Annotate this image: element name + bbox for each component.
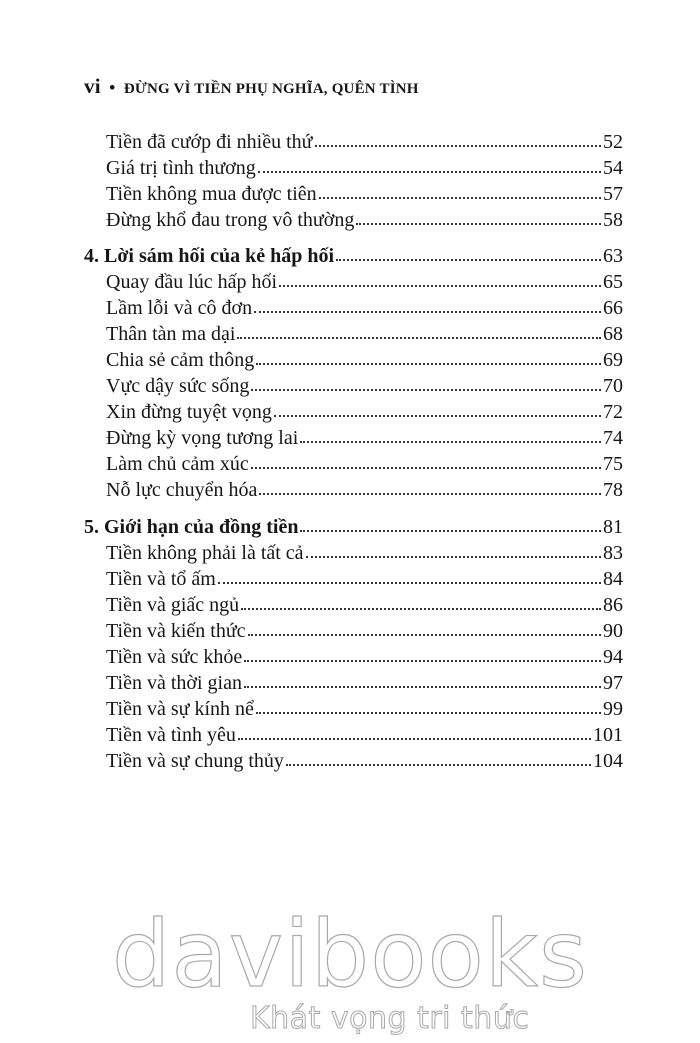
toc-entry-page: 66	[603, 297, 623, 319]
toc-entry	[106, 722, 623, 748]
toc-entry-page: 94	[603, 646, 623, 668]
dot-leader	[251, 464, 601, 469]
toc-entry	[106, 347, 623, 373]
toc-entry-page: 63	[603, 245, 623, 267]
toc-entry-title: Thân tàn ma dại	[106, 323, 236, 345]
toc-entry-page: 58	[603, 209, 623, 231]
toc-entry	[106, 181, 623, 207]
toc-entry	[106, 644, 623, 670]
toc-entry-title: Tiền và sự chung thủy	[106, 750, 284, 772]
toc-entry-page: 65	[603, 271, 623, 293]
watermark-tagline: Khát vọng tri thức	[250, 1001, 530, 1036]
toc-entry-page: 104	[593, 750, 623, 772]
book-title: ĐỪNG VÌ TIỀN PHỤ NGHĨA, QUÊN TÌNH	[123, 81, 419, 97]
toc-entry-title: Tiền không phải là tất cả	[106, 542, 304, 564]
toc-entry-page: 97	[603, 672, 623, 694]
dot-leader	[315, 142, 601, 147]
toc-entry-title: Đừng kỳ vọng tương lai	[106, 427, 299, 449]
toc-chapter-entry	[84, 243, 623, 269]
toc-entry-title: Tiền đã cướp đi nhiều thứ	[106, 131, 313, 153]
toc-entry	[106, 295, 623, 321]
toc-entry-title: Tiền và kiến thức	[106, 620, 246, 642]
dot-leader	[356, 220, 601, 225]
dot-leader	[274, 412, 601, 417]
toc-entry	[106, 425, 623, 451]
toc-entry	[106, 477, 623, 503]
toc-entry-title: Đừng khổ đau trong vô thường	[106, 209, 355, 231]
toc-entry-title: Làm chủ cảm xúc	[106, 453, 249, 475]
toc-entry	[106, 451, 623, 477]
toc-entry	[106, 207, 623, 233]
toc-entry	[106, 592, 623, 618]
dot-leader	[248, 631, 601, 636]
toc-entry-title: 5. Giới hạn của đồng tiền	[84, 516, 299, 538]
toc-entry	[106, 321, 623, 347]
dot-leader	[244, 683, 601, 688]
toc-entry-title: Tiền không mua được tiên	[106, 183, 317, 205]
running-header	[84, 74, 419, 99]
toc-entry	[106, 696, 623, 722]
toc-entry-title: Quay đầu lúc hấp hối	[106, 271, 278, 293]
toc-entry-page: 69	[603, 349, 623, 371]
toc-entry	[106, 373, 623, 399]
toc-entry-title: Tiền và sự kính nể	[106, 698, 254, 720]
toc-entry-title: Tiền và giấc ngủ	[106, 594, 240, 616]
header-separator: •	[109, 78, 116, 97]
dot-leader	[256, 709, 601, 714]
toc-entry	[106, 155, 623, 181]
toc-entry	[106, 129, 623, 155]
toc-entry-title: Tiền và sức khỏe	[106, 646, 243, 668]
toc-entry-title: Giá trị tình thương	[106, 157, 256, 179]
toc-entry-page: 90	[603, 620, 623, 642]
dot-leader	[258, 168, 601, 173]
toc-entry-title: Tiền và tình yêu	[106, 724, 236, 746]
toc-entry-page: 52	[603, 131, 623, 153]
toc-entry-title: Lầm lỗi và cô đơn	[106, 297, 253, 319]
dot-leader	[254, 308, 601, 313]
dot-leader	[218, 579, 601, 584]
dot-leader	[244, 657, 601, 662]
toc-entry-page: 54	[603, 157, 623, 179]
toc-entry	[106, 618, 623, 644]
dot-leader	[319, 194, 601, 199]
toc-entry-page: 70	[603, 375, 623, 397]
toc-entry-title: Nỗ lực chuyển hóa	[106, 479, 258, 501]
dot-leader	[300, 438, 601, 443]
toc-entry	[106, 540, 623, 566]
toc-entry-page: 78	[603, 479, 623, 501]
toc-entry-page: 84	[603, 568, 623, 590]
toc-entry-title: Tiền và thời gian	[106, 672, 242, 694]
dot-leader	[279, 282, 601, 287]
toc-entry	[106, 748, 623, 774]
toc-entry	[106, 399, 623, 425]
dot-leader	[238, 735, 591, 740]
toc-entry	[106, 566, 623, 592]
toc-entry-title: Tiền và tổ ấm	[106, 568, 216, 590]
toc-entry-page: 86	[603, 594, 623, 616]
page-number-label: vi	[84, 74, 101, 98]
toc-entry	[106, 269, 623, 295]
toc-chapter-entry	[84, 514, 623, 540]
toc-entry-page: 101	[593, 724, 623, 746]
dot-leader	[259, 490, 601, 495]
toc-entry-page: 99	[603, 698, 623, 720]
toc-entry-page: 83	[603, 542, 623, 564]
dot-leader	[237, 334, 601, 339]
toc-entry-page: 68	[603, 323, 623, 345]
toc-entry-page: 74	[603, 427, 623, 449]
toc-entry-title: Xin đừng tuyệt vọng	[106, 401, 272, 423]
dot-leader	[306, 553, 601, 558]
dot-leader	[300, 527, 601, 532]
toc-entry-page: 72	[603, 401, 623, 423]
toc-entry-title: Chia sẻ cảm thông	[106, 349, 255, 371]
dot-leader	[256, 360, 601, 365]
toc-entry-page: 57	[603, 183, 623, 205]
dot-leader	[336, 256, 601, 261]
toc-entry-page: 75	[603, 453, 623, 475]
toc-entry-title: 4. Lời sám hối của kẻ hấp hối	[84, 245, 335, 267]
dot-leader	[251, 386, 601, 391]
watermark-logo: davibooks	[112, 901, 588, 1008]
toc-entry-title: Vực dậy sức sống	[106, 375, 250, 397]
toc-entry-page: 81	[603, 516, 623, 538]
toc-entry	[106, 670, 623, 696]
dot-leader	[241, 605, 601, 610]
dot-leader	[286, 761, 591, 766]
